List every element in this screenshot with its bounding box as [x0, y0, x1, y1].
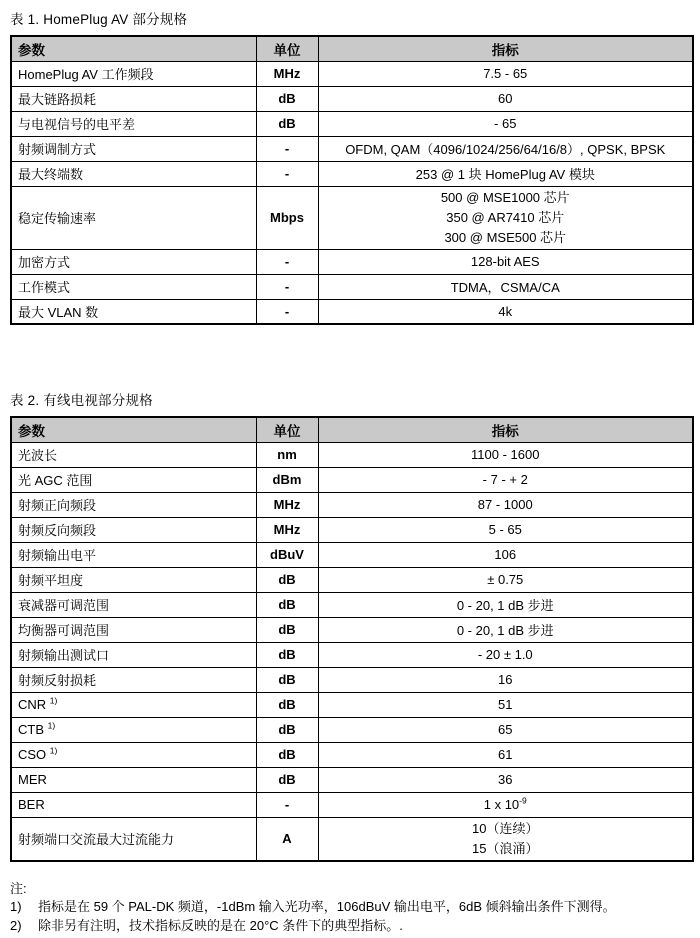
value-cell: OFDM, QAM（4096/1024/256/64/16/8）, QPSK, BPSK — [318, 136, 693, 161]
param-cell: 稳定传输速率 — [11, 186, 256, 249]
param-cell: 最大终端数 — [11, 161, 256, 186]
column-header-spec: 指标 — [318, 36, 693, 61]
param-cell: CSO $^{1)}$ — [11, 742, 256, 767]
table-row — [11, 692, 693, 717]
table-row — [11, 617, 693, 642]
unit-cell: dB — [256, 567, 318, 592]
value-cell: 51 — [318, 692, 693, 717]
table-row — [11, 642, 693, 667]
unit-cell: nm — [256, 442, 318, 467]
param-cell: MER — [11, 767, 256, 792]
footnotes — [10, 880, 694, 936]
table-row — [11, 792, 693, 817]
notes-label: 注: — [10, 880, 27, 896]
value-cell: 5 - 65 — [318, 517, 693, 542]
value-cell — [318, 817, 693, 861]
value-cell: 4k — [318, 299, 693, 324]
table-row — [11, 567, 693, 592]
column-header-param: 参数 — [11, 417, 256, 442]
unit-cell: A — [256, 817, 318, 861]
param-cell: 光波长 — [11, 442, 256, 467]
table1-body — [11, 61, 693, 324]
header-row — [11, 417, 693, 442]
table2-header — [11, 417, 693, 442]
homeplug-section — [10, 8, 694, 325]
value-cell: 60 — [318, 86, 693, 111]
unit-cell: - — [256, 792, 318, 817]
value-line: 10（连续） — [472, 820, 539, 836]
table2-body — [11, 442, 693, 861]
unit-cell: MHz — [256, 492, 318, 517]
note-item — [10, 917, 694, 936]
table-row — [11, 467, 693, 492]
table-row — [11, 717, 693, 742]
note-number: 2) — [10, 917, 22, 933]
value-cell: 0 - 20, 1 dB 步进 — [318, 617, 693, 642]
table-row — [11, 767, 693, 792]
value-cell: 65 — [318, 717, 693, 742]
table-row — [11, 817, 693, 861]
footnote-marker: 1) — [47, 720, 56, 731]
note-text: 除非另有注明，技术指标反映的是在 20°C 条件下的典型指标。. — [38, 917, 403, 933]
table-row — [11, 492, 693, 517]
value-line: 350 @ AR7410 芯片 — [446, 209, 565, 225]
table-row — [11, 61, 693, 86]
note-item — [10, 898, 694, 917]
note-number: 1) — [10, 899, 22, 914]
param-cell: 射频平坦度 — [11, 567, 256, 592]
table1-header — [11, 36, 693, 61]
table1-title: 表 1. HomePlug AV 部分规格 — [10, 12, 188, 27]
value-cell — [318, 186, 693, 249]
unit-cell: dB — [256, 717, 318, 742]
unit-cell: dB — [256, 592, 318, 617]
value-cell: - 20 ± 1.0 — [318, 642, 693, 667]
unit-cell: - — [256, 136, 318, 161]
footnote-marker: 1) — [49, 745, 58, 756]
param-cell: CNR $^{1)}$ — [11, 692, 256, 717]
param-cell: 加密方式 — [11, 249, 256, 274]
unit-cell: MHz — [256, 517, 318, 542]
table-row — [11, 442, 693, 467]
column-header-unit: 单位 — [256, 36, 318, 61]
catv-spec-table — [10, 416, 694, 862]
table-row — [11, 86, 693, 111]
table-row — [11, 249, 693, 274]
table-row — [11, 274, 693, 299]
param-cell: 均衡器可调范围 — [11, 617, 256, 642]
param-cell: BER — [11, 792, 256, 817]
unit-cell: dB — [256, 642, 318, 667]
param-cell: 最大 VLAN 数 — [11, 299, 256, 324]
homeplug-spec-table — [10, 35, 694, 325]
value-cell: 1100 - 1600 — [318, 442, 693, 467]
value-cell: ± 0.75 — [318, 567, 693, 592]
column-header-spec: 指标 — [318, 417, 693, 442]
unit-cell: - — [256, 161, 318, 186]
value-cell: 7.5 - 65 — [318, 61, 693, 86]
param-cell: 工作模式 — [11, 274, 256, 299]
param-cell: 衰减器可调范围 — [11, 592, 256, 617]
value-line: 500 @ MSE1000 芯片 — [440, 189, 570, 205]
value-cell: 1 x $10^{-9}$ — [318, 792, 693, 817]
unit-cell: MHz — [256, 61, 318, 86]
value-cell: 128-bit AES — [318, 249, 693, 274]
param-cell: 与电视信号的电平差 — [11, 111, 256, 136]
table-row — [11, 136, 693, 161]
unit-cell: dB — [256, 742, 318, 767]
param-cell: 射频输出测试口 — [11, 642, 256, 667]
table-row — [11, 111, 693, 136]
param-cell: HomePlug AV 工作频段 — [11, 61, 256, 86]
column-header-param: 参数 — [11, 36, 256, 61]
param-cell: 射频反向频段 — [11, 517, 256, 542]
note-text: 指标是在 59 个 PAL-DK 频道，-1dBm 输入光功率，106dBuV 输出电平，6dB 倾斜输出条件下测得。 — [38, 899, 616, 914]
exponent: -9 — [519, 795, 527, 806]
value-cell: 16 — [318, 667, 693, 692]
table-row — [11, 161, 693, 186]
table-row — [11, 186, 693, 249]
value-cell: 253 @ 1 块 HomePlug AV 模块 — [318, 161, 693, 186]
value-line: 15（浪涌） — [472, 840, 539, 856]
value-cell: 0 - 20, 1 dB 步进 — [318, 592, 693, 617]
table2-title: 表 2. 有线电视部分规格 — [10, 393, 153, 408]
param-cell: CTB $^{1)}$ — [11, 717, 256, 742]
value-cell: - 7 - + 2 — [318, 467, 693, 492]
table-row — [11, 542, 693, 567]
param-cell: 射频反射损耗 — [11, 667, 256, 692]
header-row — [11, 36, 693, 61]
value-cell: 106 — [318, 542, 693, 567]
unit-cell: dB — [256, 767, 318, 792]
unit-cell: - — [256, 299, 318, 324]
unit-cell: Mbps — [256, 186, 318, 249]
param-cell: 光 AGC 范围 — [11, 467, 256, 492]
param-cell: 射频端口交流最大过流能力 — [11, 817, 256, 861]
table-row — [11, 592, 693, 617]
param-cell: 射频调制方式 — [11, 136, 256, 161]
table-row — [11, 299, 693, 324]
table-row — [11, 742, 693, 767]
value-cell: 36 — [318, 767, 693, 792]
unit-cell: dBm — [256, 467, 318, 492]
unit-cell: dB — [256, 86, 318, 111]
param-cell: 射频输出电平 — [11, 542, 256, 567]
table-row — [11, 517, 693, 542]
catv-section — [10, 389, 694, 862]
table-row — [11, 667, 693, 692]
unit-cell: dB — [256, 667, 318, 692]
unit-cell: dB — [256, 617, 318, 642]
unit-cell: dBuV — [256, 542, 318, 567]
value-cell: 61 — [318, 742, 693, 767]
footnote-marker: 1) — [49, 695, 58, 706]
param-cell: 最大链路损耗 — [11, 86, 256, 111]
value-cell: - 65 — [318, 111, 693, 136]
unit-cell: dB — [256, 111, 318, 136]
value-cell: 87 - 1000 — [318, 492, 693, 517]
unit-cell: - — [256, 249, 318, 274]
param-cell: 射频正向频段 — [11, 492, 256, 517]
column-header-unit: 单位 — [256, 417, 318, 442]
unit-cell: - — [256, 274, 318, 299]
value-line: 300 @ MSE500 芯片 — [444, 229, 567, 245]
unit-cell: dB — [256, 692, 318, 717]
value-cell: TDMA，CSMA/CA — [318, 274, 693, 299]
